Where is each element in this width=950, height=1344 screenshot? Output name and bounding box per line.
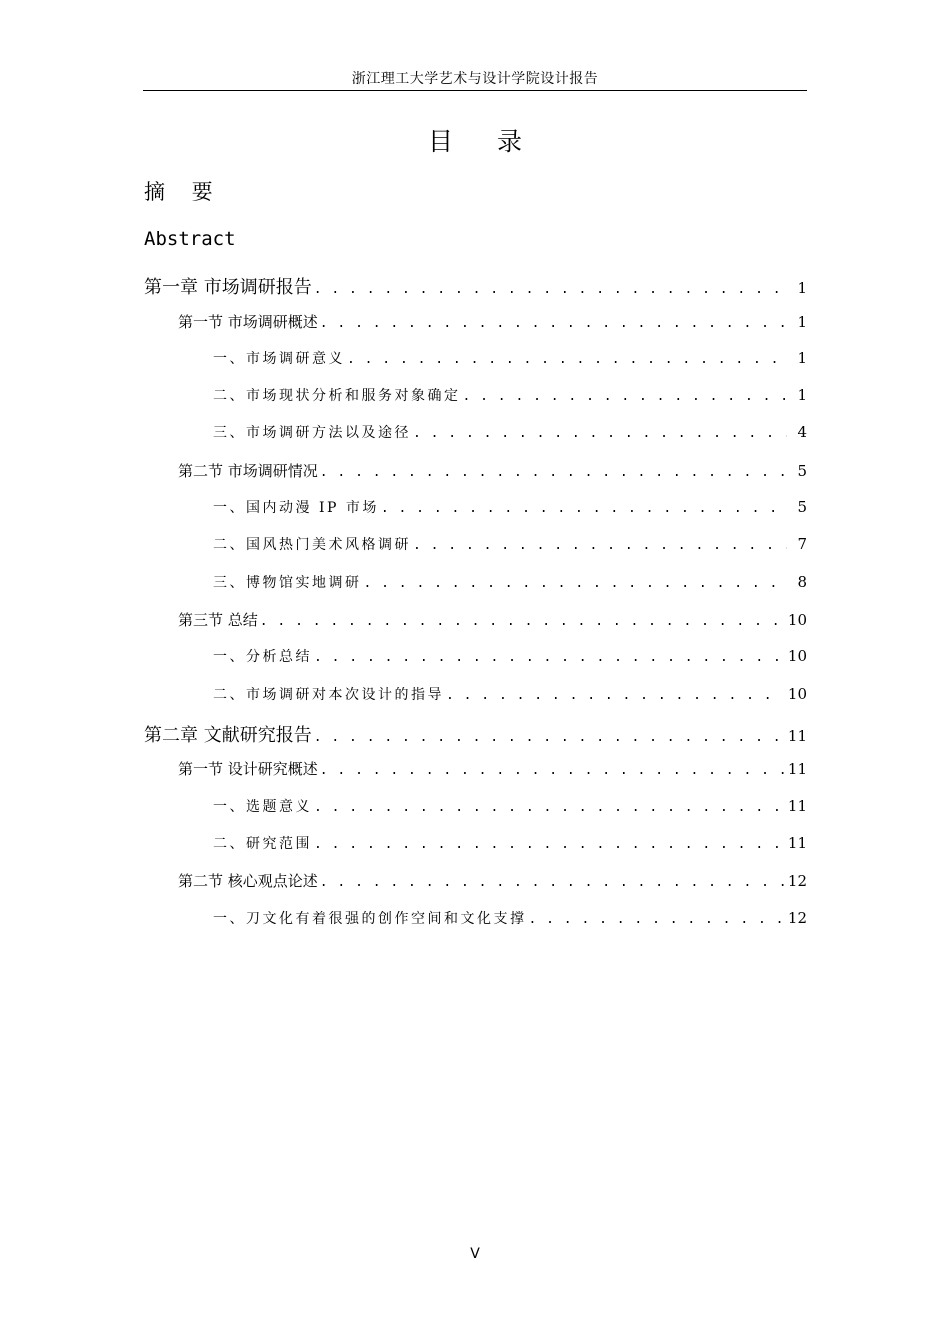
- toc-title: 目 录: [428, 127, 540, 156]
- toc-entry-subsection[interactable]: [213, 534, 807, 558]
- toc-entry-label: 第二节 市场调研情况: [178, 462, 318, 480]
- toc-entry-subsection[interactable]: [213, 833, 807, 857]
- running-header: 浙江理工大学艺术与设计学院设计报告: [351, 71, 599, 87]
- toc-entry-page: 5: [797, 498, 807, 516]
- toc-entry-subsection[interactable]: [213, 796, 807, 820]
- toc-entry-page: 11: [787, 797, 807, 815]
- toc-dot-leader: [446, 688, 784, 703]
- toc-dot-leader: [314, 800, 784, 815]
- toc-entry-subsection[interactable]: [213, 684, 807, 708]
- toc-entry-label: 第二节 核心观点论述: [178, 872, 318, 890]
- toc-entry-label: 第一节 设计研究概述: [178, 760, 318, 778]
- toc-abstract-cn[interactable]: 摘 要: [144, 180, 223, 204]
- toc-abstract-en[interactable]: Abstract: [144, 228, 236, 250]
- toc-dot-leader: [314, 282, 787, 297]
- toc-entry-label: 第三节 总结: [178, 611, 258, 629]
- toc-dot-leader: [320, 316, 787, 331]
- toc-entry-page: 10: [787, 685, 807, 703]
- toc-entry-page: 11: [787, 834, 807, 852]
- toc-entry-page: 11: [787, 760, 807, 778]
- toc-entry-label: 一、国内动漫 IP 市场: [213, 500, 379, 516]
- toc-dot-leader: [413, 426, 787, 441]
- toc-entry-subsection[interactable]: [213, 646, 807, 670]
- toc-dot-leader: [463, 389, 788, 404]
- toc-dot-leader: [314, 730, 784, 745]
- toc-entry-subsection[interactable]: [213, 348, 807, 372]
- toc-entry-section[interactable]: [178, 870, 807, 894]
- toc-entry-section[interactable]: [178, 758, 807, 782]
- toc-entry-subsection[interactable]: [213, 422, 807, 446]
- toc-entry-label: 二、国风热门美术风格调研: [213, 537, 411, 553]
- toc-entry-page: 10: [787, 647, 807, 665]
- toc-dot-leader: [260, 614, 784, 629]
- toc-entry-section[interactable]: [178, 609, 807, 633]
- toc-entry-label: 一、刀文化有着很强的创作空间和文化支撑: [213, 911, 527, 927]
- toc-entry-subsection[interactable]: [213, 385, 807, 409]
- toc-entry-page: 8: [797, 573, 807, 591]
- toc-entry-page: 1: [797, 349, 807, 367]
- toc-entry-label: 一、市场调研意义: [213, 351, 345, 367]
- toc-dot-leader: [314, 650, 784, 665]
- toc-entry-page: 4: [797, 423, 807, 441]
- toc-entry-label: 第二章 文献研究报告: [144, 725, 312, 745]
- toc-entry-chapter[interactable]: [144, 721, 807, 745]
- toc-entry-page: 5: [797, 462, 807, 480]
- toc-entry-label: 二、市场调研对本次设计的指导: [213, 687, 444, 703]
- toc-entry-label: 一、选题意义: [213, 799, 312, 815]
- page-number: V: [470, 1246, 480, 1262]
- header-divider: [143, 90, 807, 91]
- toc-entry-section[interactable]: [178, 311, 807, 335]
- toc-entry-subsection[interactable]: [213, 497, 807, 521]
- toc-entry-label: 第一节 市场调研概述: [178, 313, 318, 331]
- toc-entry-page: 12: [787, 872, 807, 890]
- toc-entry-page: 10: [787, 611, 807, 629]
- toc-dot-leader: [347, 352, 787, 367]
- toc-entry-page: 12: [787, 909, 807, 927]
- toc-entry-label: 二、研究范围: [213, 836, 312, 852]
- toc-entry-label: 第一章 市场调研报告: [144, 277, 312, 297]
- toc-entry-chapter[interactable]: [144, 273, 807, 297]
- toc-entry-section[interactable]: [178, 460, 807, 484]
- toc-entry-subsection[interactable]: [213, 572, 807, 596]
- toc-entry-page: 1: [797, 313, 807, 331]
- toc-dot-leader: [320, 875, 784, 890]
- toc-dot-leader: [314, 837, 784, 852]
- toc-dot-leader: [320, 763, 784, 778]
- toc-entry-label: 二、市场现状分析和服务对象确定: [213, 388, 461, 404]
- toc-dot-leader: [364, 576, 788, 591]
- toc-entry-page: 11: [787, 727, 807, 745]
- toc-entry-label: 三、博物馆实地调研: [213, 575, 362, 591]
- toc-entry-page: 7: [797, 535, 807, 553]
- toc-entry-page: 1: [797, 386, 807, 404]
- toc-dot-leader: [320, 465, 787, 480]
- toc-dot-leader: [529, 912, 784, 927]
- toc-entry-label: 一、分析总结: [213, 649, 312, 665]
- toc-entry-subsection[interactable]: [213, 908, 807, 932]
- toc-entry-label: 三、市场调研方法以及途径: [213, 425, 411, 441]
- toc-dot-leader: [413, 538, 787, 553]
- toc-entry-page: 1: [797, 279, 807, 297]
- toc-dot-leader: [381, 501, 787, 516]
